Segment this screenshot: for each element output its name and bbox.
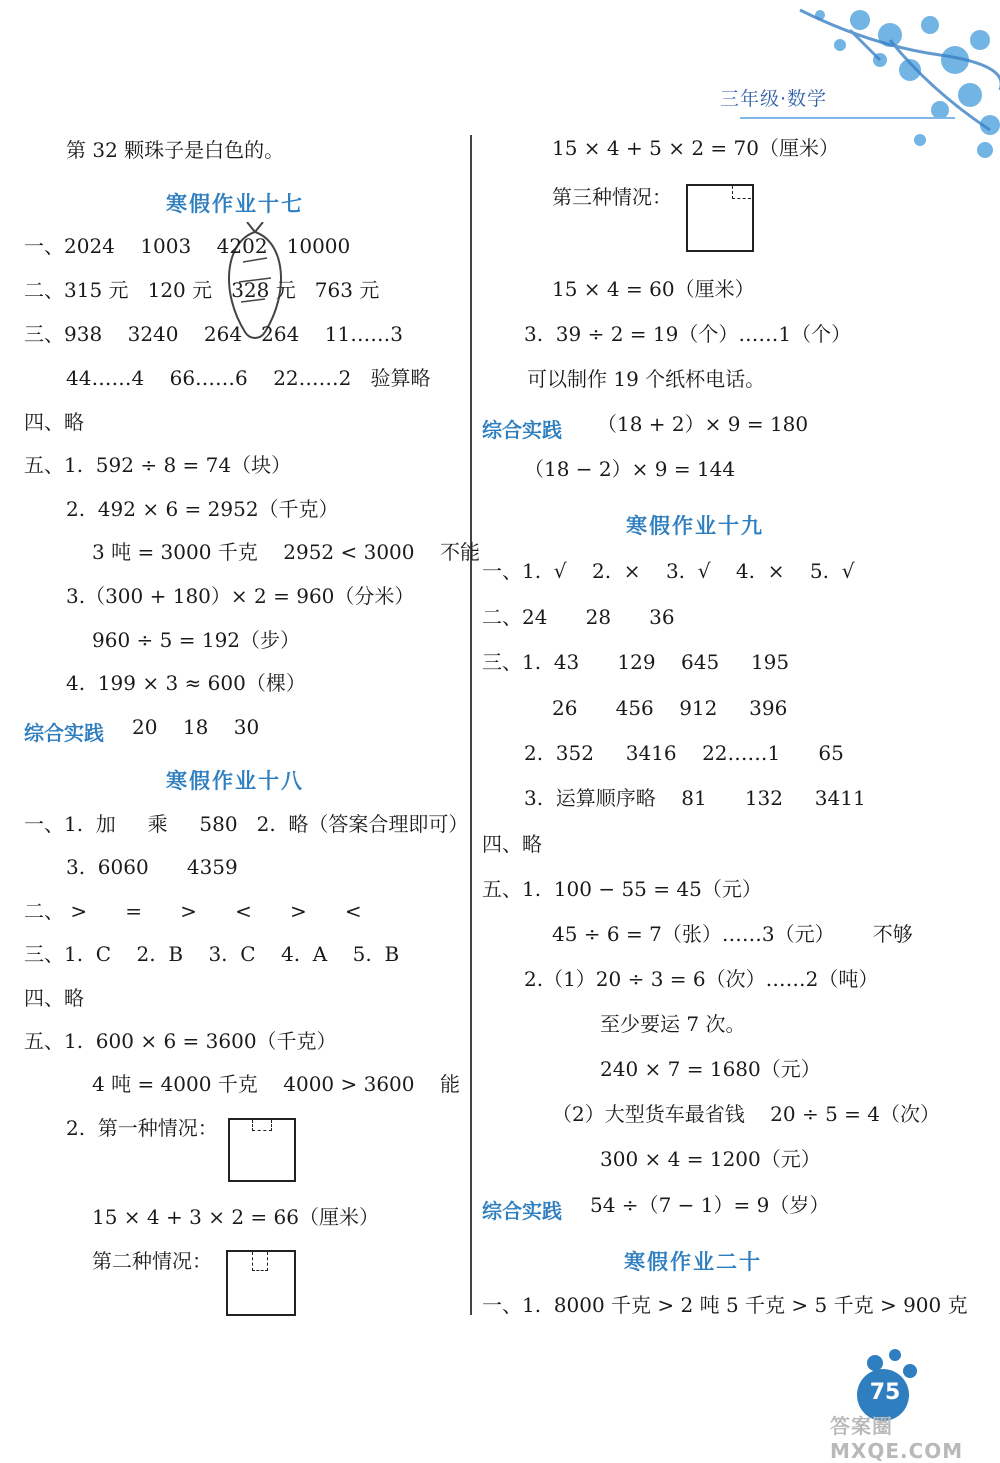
answer-line: （2）大型货车最省钱 20 ÷ 5 = 4（次） xyxy=(552,1102,940,1126)
answer-line: 一、1. 8000 千克 > 2 吨 5 千克 > 5 千克 > 900 克 xyxy=(482,1293,968,1317)
watermark-text: 答案圈 MXQE.COM xyxy=(830,1414,964,1463)
answer-line: 五、1. 100 − 55 = 45（元） xyxy=(482,877,762,901)
answer-line: 三、1. C 2. B 3. C 4. A 5. B xyxy=(24,942,400,966)
answer-line: 四、略 xyxy=(24,410,84,434)
answer-line: 至少要运 7 次。 xyxy=(600,1012,746,1036)
column-divider xyxy=(470,135,472,1315)
answer-line: 15 × 4 + 5 × 2 = 70（厘米） xyxy=(552,136,839,160)
answer-line: （18 − 2）× 9 = 144 xyxy=(524,457,736,481)
answer-line: 2. 第一种情况： xyxy=(66,1116,218,1140)
answer-line: （18 + 2）× 9 = 180 xyxy=(597,412,809,436)
answer-line: 第 32 颗珠子是白色的。 xyxy=(66,138,285,162)
rectangle-diagram-2 xyxy=(226,1250,296,1316)
answer-line: 五、1. 592 ÷ 8 = 74（块） xyxy=(24,453,292,477)
answer-line: 45 ÷ 6 = 7（张）……3（元） 不够 xyxy=(552,922,913,946)
answer-line: 二、24 28 36 xyxy=(482,605,675,629)
answer-line: 2. 492 × 6 = 2952（千克） xyxy=(66,497,339,521)
answer-line: 二、 > = > < > < xyxy=(24,899,362,923)
answer-line: 240 × 7 = 1680（元） xyxy=(600,1057,821,1081)
answer-line: 15 × 4 + 3 × 2 = 66（厘米） xyxy=(92,1205,379,1229)
answer-line: 44……4 66……6 22……2 验算略 xyxy=(66,366,431,390)
grade-subject-label: 三年级·数学 xyxy=(720,88,828,110)
answer-line: 一、2024 1003 4202 10000 xyxy=(24,234,351,258)
answer-line: 第三种情况： xyxy=(552,185,672,209)
section-title-17: 寒假作业十七 xyxy=(166,192,304,216)
answer-line: 五、1. 600 × 6 = 3600（千克） xyxy=(24,1029,337,1053)
answer-line: 三、938 3240 264 264 11……3 xyxy=(24,322,403,346)
answer-line: 300 × 4 = 1200（元） xyxy=(600,1147,821,1171)
answer-line: 三、1. 43 129 645 195 xyxy=(482,650,790,674)
answer-line: 4 吨 = 4000 千克 4000 > 3600 能 xyxy=(92,1072,460,1096)
answer-line: 3. 6060 4359 xyxy=(66,855,238,879)
practice-label: 综合实践 xyxy=(482,1199,562,1223)
section-title-20: 寒假作业二十 xyxy=(624,1250,762,1274)
section-title-18: 寒假作业十八 xyxy=(166,769,304,793)
rectangle-diagram-3 xyxy=(686,184,754,252)
rectangle-diagram-1 xyxy=(228,1118,296,1182)
answer-line: 3 吨 = 3000 千克 2952 < 3000 不能 xyxy=(92,540,480,564)
section-title-19: 寒假作业十九 xyxy=(626,514,764,538)
answer-line: 3.（300 + 180）× 2 = 960（分米） xyxy=(66,584,415,608)
page-number: 75 xyxy=(869,1380,901,1405)
answer-line: 15 × 4 = 60（厘米） xyxy=(552,277,755,301)
answer-line: 2.（1）20 ÷ 3 = 6（次）……2（吨） xyxy=(524,967,879,991)
answer-line: 3. 39 ÷ 2 = 19（个）……1（个） xyxy=(524,322,852,346)
answer-line: 一、1. 加 乘 580 2. 略（答案合理即可） xyxy=(24,812,469,836)
answer-line: 3. 运算顺序略 81 132 3411 xyxy=(524,786,866,810)
answer-line: 二、315 元 120 元 328 元 763 元 xyxy=(24,278,380,302)
answer-line: 4. 199 × 3 ≈ 600（棵） xyxy=(66,671,306,695)
practice-label: 综合实践 xyxy=(482,418,562,442)
answer-line: 2. 352 3416 22……1 65 xyxy=(524,741,844,765)
answer-line: 54 ÷（7 − 1）= 9（岁） xyxy=(590,1193,830,1217)
answer-line: 20 18 30 xyxy=(132,715,260,739)
answer-line: 第二种情况： xyxy=(92,1249,212,1273)
answer-line: 四、略 xyxy=(482,832,542,856)
answer-line: 一、1. √ 2. × 3. √ 4. × 5. √ xyxy=(482,559,855,583)
practice-label: 综合实践 xyxy=(24,721,104,745)
answer-line: 可以制作 19 个纸杯电话。 xyxy=(527,367,766,391)
answer-line: 四、略 xyxy=(24,986,84,1010)
answer-line: 26 456 912 396 xyxy=(552,696,788,720)
answer-line: 960 ÷ 5 = 192（步） xyxy=(92,628,301,652)
